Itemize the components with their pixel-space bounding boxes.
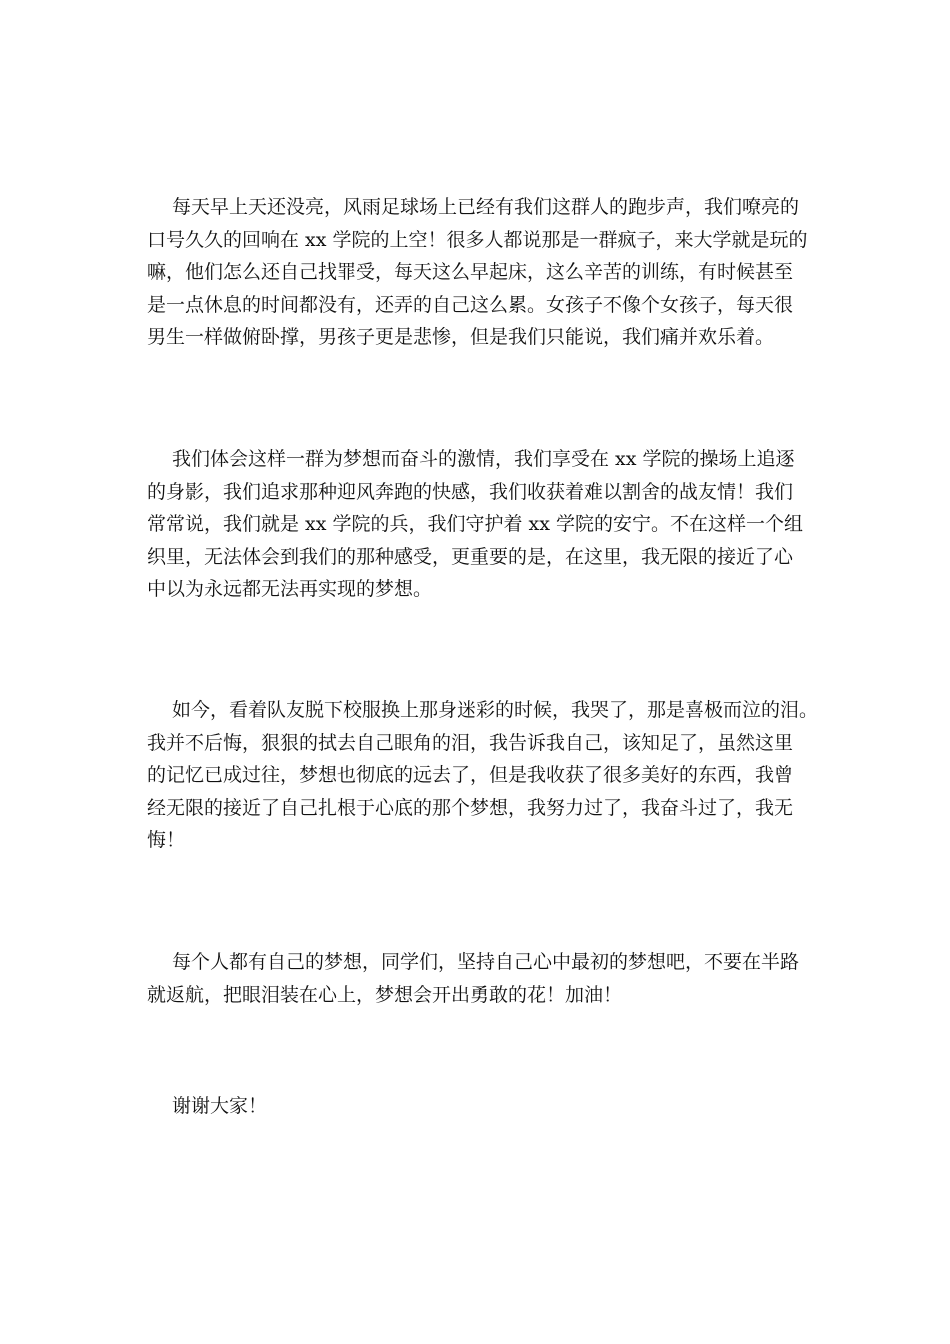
paragraph-line: 经无限的接近了自己扎根于心底的那个梦想，我努力过了，我奋斗过了，我无 bbox=[147, 796, 794, 819]
paragraph-line: 是一点休息的时间都没有，还弄的自己这么累。女孩子不像个女孩子，每天很 bbox=[147, 293, 794, 316]
paragraph-line: 男生一样做俯卧撑，男孩子更是悲惨，但是我们只能说，我们痛并欢乐着。 bbox=[147, 326, 775, 348]
paragraph-line: 如今，看着队友脱下校服换上那身迷彩的时候，我哭了，那是喜极而泣的泪。 bbox=[172, 699, 819, 721]
closing-line bbox=[147, 1090, 837, 1123]
paragraph-4 bbox=[147, 946, 837, 1011]
paragraph-2 bbox=[147, 443, 837, 606]
paragraph-line: 悔！ bbox=[147, 829, 186, 851]
paragraph-line: 中以为永远都无法再实现的梦想。 bbox=[147, 578, 433, 600]
paragraph-line: 我们体会这样一群为梦想而奋斗的激情，我们享受在 xx 学院的操场上追逐 bbox=[172, 448, 795, 470]
paragraph-line: 我并不后悔，狠狠的拭去自己眼角的泪，我告诉我自己，该知足了，虽然这里 bbox=[147, 731, 794, 754]
paragraph-1 bbox=[147, 191, 837, 354]
paragraph-3 bbox=[147, 694, 837, 857]
paragraph-line: 就返航，把眼泪装在心上，梦想会开出勇敢的花！加油！ bbox=[147, 983, 623, 1006]
paragraph-line: 常常说，我们就是 xx 学院的兵，我们守护着 xx 学院的安宁。不在这样一个组 bbox=[147, 513, 804, 535]
paragraph-line: 每个人都有自己的梦想，同学们，坚持自己心中最初的梦想吧，不要在半路 bbox=[172, 951, 800, 973]
paragraph-line: 织里，无法体会到我们的那种感受，更重要的是，在这里，我无限的接近了心 bbox=[147, 545, 794, 568]
paragraph-line: 每天早上天还没亮，风雨足球场上已经有我们这群人的跑步声，我们嘹亮的 bbox=[172, 196, 800, 218]
paragraph-line: 的记忆已成过往，梦想也彻底的远去了，但是我收获了很多美好的东西，我曾 bbox=[147, 764, 794, 786]
paragraph-line: 谢谢大家！ bbox=[172, 1095, 268, 1117]
paragraph-line: 的身影，我们追求那种迎风奔跑的快感，我们收获着难以割舍的战友情！我们 bbox=[147, 480, 794, 503]
paragraph-line: 嘛，他们怎么还自己找罪受，每天这么早起床，这么辛苦的训练，有时候甚至 bbox=[147, 261, 794, 283]
paragraph-line: 口号久久的回响在 xx 学院的上空！很多人都说那是一群疯子，来大学就是玩的 bbox=[147, 228, 808, 251]
